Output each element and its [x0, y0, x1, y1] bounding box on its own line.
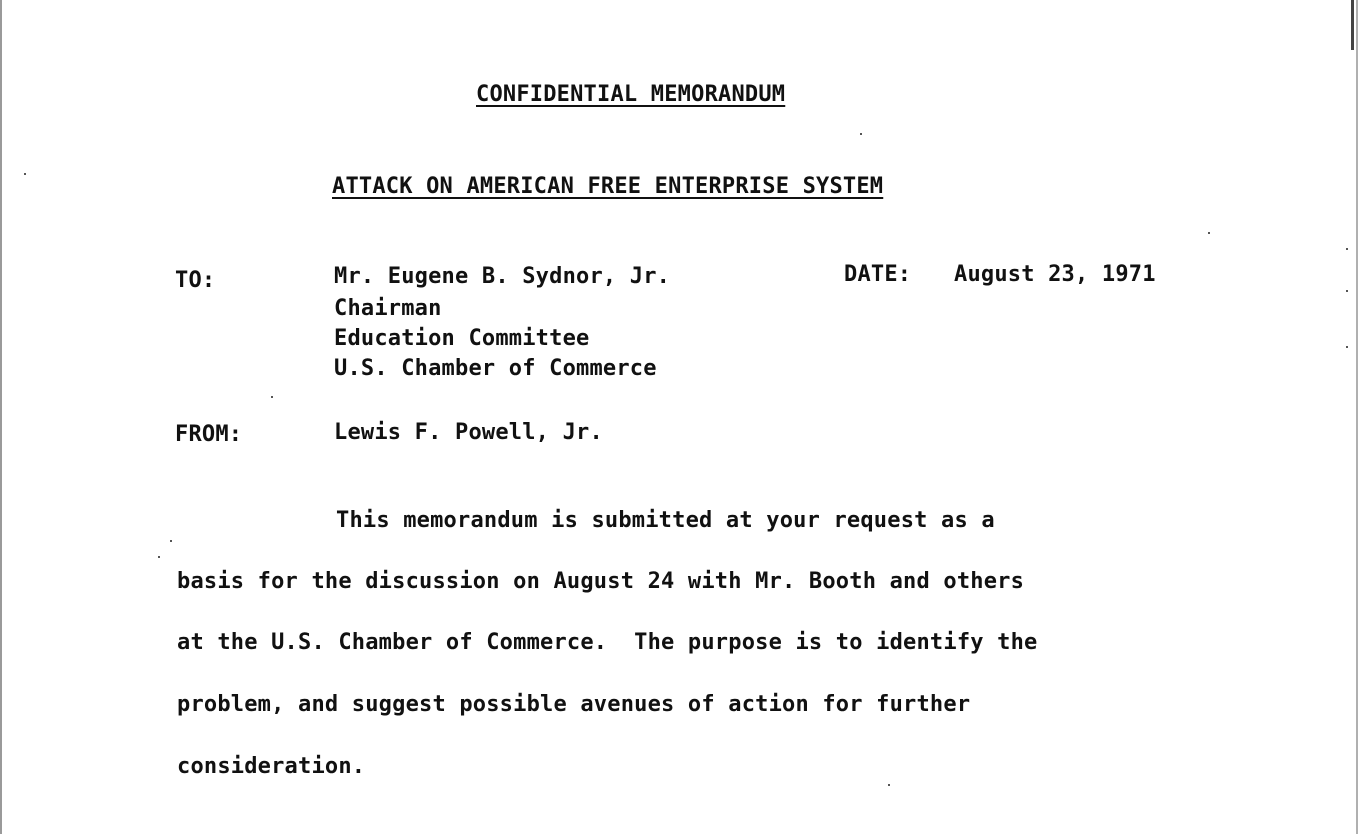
page-edge-left	[0, 0, 2, 834]
scan-speck	[271, 396, 273, 398]
body-line-1: This memorandum is submitted at your request as a	[336, 508, 995, 533]
from-label: FROM:	[175, 422, 243, 447]
page-edge-mark	[1351, 0, 1354, 50]
scan-speck	[170, 540, 172, 542]
scan-speck	[1208, 232, 1210, 234]
scan-speck	[1346, 290, 1348, 292]
page-edge-right	[1356, 0, 1358, 834]
scan-speck	[888, 784, 890, 786]
scan-speck	[158, 556, 160, 558]
to-label: TO:	[175, 268, 216, 293]
scan-speck	[1346, 346, 1348, 348]
to-organization: U.S. Chamber of Commerce	[334, 356, 657, 381]
scan-speck	[1346, 248, 1348, 250]
to-title: Chairman	[334, 296, 442, 321]
to-committee: Education Committee	[334, 326, 590, 351]
date-label: DATE:	[844, 262, 912, 287]
scan-speck	[860, 133, 862, 135]
from-value: Lewis F. Powell, Jr.	[334, 420, 603, 445]
body-line-2: basis for the discussion on August 24 with Mr. Booth and others	[177, 569, 1025, 594]
body-line-5: consideration.	[177, 754, 366, 779]
memo-subject: ATTACK ON AMERICAN FREE ENTERPRISE SYSTEM	[332, 174, 884, 199]
scan-speck	[24, 173, 26, 175]
to-name: Mr. Eugene B. Sydnor, Jr.	[334, 264, 671, 289]
memo-heading: CONFIDENTIAL MEMORANDUM	[476, 82, 786, 107]
body-line-4: problem, and suggest possible avenues of action for further	[177, 692, 971, 717]
body-line-3: at the U.S. Chamber of Commerce. The purpose is to identify the	[177, 630, 1038, 655]
date-value: August 23, 1971	[954, 262, 1156, 287]
